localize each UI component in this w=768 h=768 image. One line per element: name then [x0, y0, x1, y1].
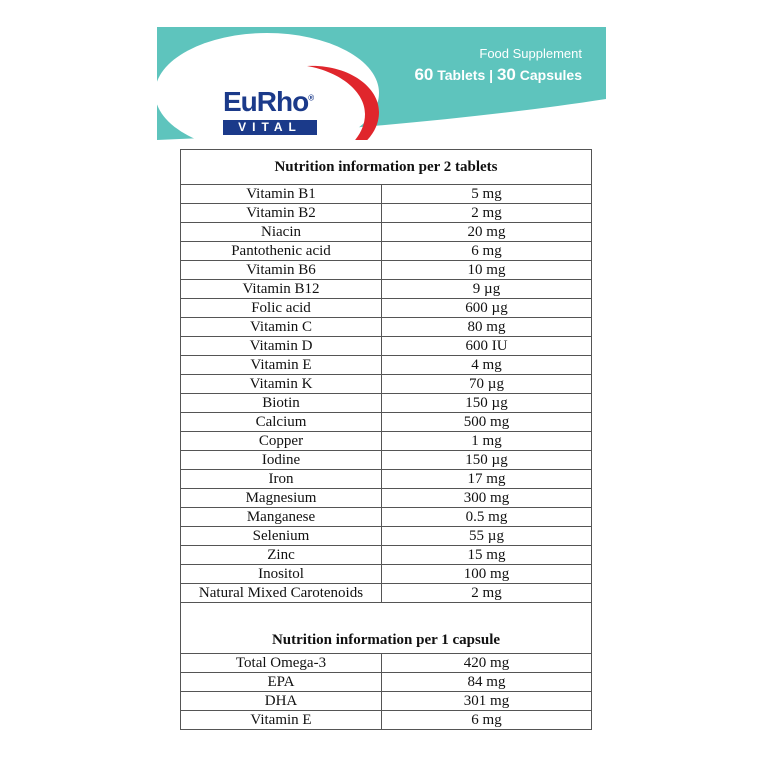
nutrient-amount: 0.5 mg [382, 508, 592, 527]
banner-text [414, 45, 582, 87]
table-row [181, 318, 592, 337]
table-row [181, 432, 592, 451]
table-row [181, 654, 592, 673]
nutrient-name: Calcium [181, 413, 382, 432]
nutrient-amount: 300 mg [382, 489, 592, 508]
nutrient-name: Magnesium [181, 489, 382, 508]
food-supplement-label: Food Supplement [479, 46, 582, 61]
table2-title: Nutrition information per 1 capsule [181, 631, 592, 654]
nutrient-name: Pantothenic acid [181, 242, 382, 261]
nutrient-amount: 17 mg [382, 470, 592, 489]
table-row [181, 261, 592, 280]
nutrient-name: Folic acid [181, 299, 382, 318]
nutrient-name: Vitamin D [181, 337, 382, 356]
nutrient-amount: 600 µg [382, 299, 592, 318]
pack-size-label [414, 63, 582, 87]
table-row [181, 375, 592, 394]
table-row [181, 673, 592, 692]
nutrient-amount: 84 mg [382, 673, 592, 692]
table-row [181, 546, 592, 565]
nutrient-name: Total Omega-3 [181, 654, 382, 673]
nutrient-amount: 80 mg [382, 318, 592, 337]
nutrient-amount: 10 mg [382, 261, 592, 280]
table-row [181, 470, 592, 489]
brand-name: EuRho® [223, 86, 314, 117]
table-row [181, 692, 592, 711]
nutrient-amount: 6 mg [382, 711, 592, 730]
table-row [181, 242, 592, 261]
table-row [181, 337, 592, 356]
nutrient-name: Vitamin B2 [181, 204, 382, 223]
tablets-count: 60 [414, 65, 434, 84]
nutrient-name: Copper [181, 432, 382, 451]
table-row [181, 527, 592, 546]
nutrient-amount: 2 mg [382, 584, 592, 603]
nutrient-name: Natural Mixed Carotenoids [181, 584, 382, 603]
table-row [181, 204, 592, 223]
table-row [181, 356, 592, 375]
nutrient-name: Inositol [181, 565, 382, 584]
capsules-label: Capsules [519, 67, 582, 83]
separator: | [489, 67, 494, 83]
table-row [181, 565, 592, 584]
nutrient-name: Vitamin K [181, 375, 382, 394]
table1-title: Nutrition information per 2 tablets [181, 150, 592, 185]
nutrition-table [180, 149, 592, 730]
nutrient-amount: 4 mg [382, 356, 592, 375]
tablets-label: Tablets [437, 67, 486, 83]
table-spacer [181, 603, 592, 632]
nutrient-amount: 301 mg [382, 692, 592, 711]
nutrient-amount: 500 mg [382, 413, 592, 432]
nutrient-name: Vitamin B12 [181, 280, 382, 299]
nutrient-name: Vitamin B1 [181, 185, 382, 204]
capsules-count: 30 [496, 65, 516, 84]
table-row [181, 394, 592, 413]
table-row [181, 584, 592, 603]
nutrient-amount: 150 µg [382, 394, 592, 413]
table-row [181, 223, 592, 242]
table-row [181, 711, 592, 730]
brand-logo [189, 58, 389, 140]
nutrient-name: Vitamin B6 [181, 261, 382, 280]
nutrient-name: Zinc [181, 546, 382, 565]
table-row [181, 413, 592, 432]
table-row [181, 489, 592, 508]
table-row [181, 299, 592, 318]
table-row [181, 508, 592, 527]
nutrient-name: Selenium [181, 527, 382, 546]
nutrient-name: Vitamin E [181, 711, 382, 730]
nutrient-amount: 55 µg [382, 527, 592, 546]
nutrient-amount: 100 mg [382, 565, 592, 584]
nutrient-name: Niacin [181, 223, 382, 242]
nutrient-amount: 150 µg [382, 451, 592, 470]
table-row [181, 280, 592, 299]
nutrient-name: Iodine [181, 451, 382, 470]
header-banner [157, 27, 606, 140]
table-row [181, 451, 592, 470]
table-row [181, 185, 592, 204]
nutrient-amount: 2 mg [382, 204, 592, 223]
nutrient-amount: 420 mg [382, 654, 592, 673]
nutrient-amount: 5 mg [382, 185, 592, 204]
nutrient-name: Vitamin C [181, 318, 382, 337]
nutrient-amount: 15 mg [382, 546, 592, 565]
nutrient-name: EPA [181, 673, 382, 692]
nutrient-amount: 1 mg [382, 432, 592, 451]
nutrient-amount: 70 µg [382, 375, 592, 394]
nutrient-amount: 20 mg [382, 223, 592, 242]
nutrient-name: Biotin [181, 394, 382, 413]
nutrient-name: DHA [181, 692, 382, 711]
nutrient-amount: 600 IU [382, 337, 592, 356]
nutrient-name: Iron [181, 470, 382, 489]
brand-sub: VITAL [223, 120, 317, 135]
nutrient-name: Manganese [181, 508, 382, 527]
nutrient-amount: 6 mg [382, 242, 592, 261]
nutrient-amount: 9 µg [382, 280, 592, 299]
nutrient-name: Vitamin E [181, 356, 382, 375]
